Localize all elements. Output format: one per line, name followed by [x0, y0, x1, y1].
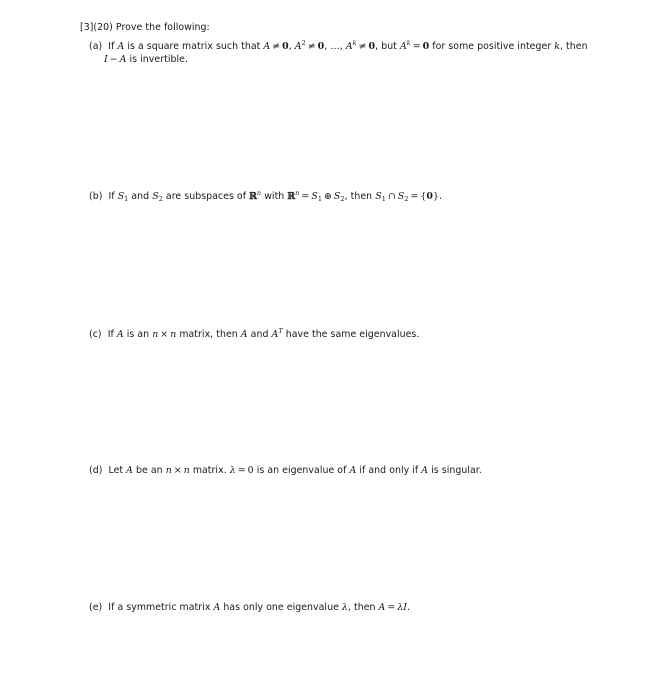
part-a-text: , then [559, 41, 588, 52]
part-b-label: (b) [89, 191, 103, 202]
part-c-text: is an [126, 329, 150, 340]
part-d-line: (d) Let A be an n × n matrix. λ = 0 is an eigenvalue of A if and only if A is singular. [89, 465, 482, 476]
part-b-text: If [108, 191, 115, 202]
part-c-label: (c) [89, 329, 102, 340]
part-a-text: for some positive integer [432, 41, 552, 52]
part-b-text: , then [344, 191, 373, 202]
part-d-text: is singular. [431, 465, 482, 476]
part-b-text: and [131, 191, 150, 202]
part-e-line: (e) If a symmetric matrix A has only one eigenvalue λ, then A = λI. [89, 602, 411, 613]
part-d-text: be an [136, 465, 163, 476]
part-b-line: (b) If $S_1$ and $S_2$ are subspaces of ℝ$^n$ with ℝ$^n$ = $S_1$ ⊕ $S_2$, then $S_1$ ∩ $S_2 = \{0\}$. [89, 189, 442, 203]
part-d-text: matrix. [192, 465, 227, 476]
part-d-text: Let [108, 465, 124, 476]
part-b-text: with [264, 191, 285, 202]
part-e-label: (e) [89, 602, 103, 613]
part-c-text: and [250, 329, 269, 340]
part-d-label: (d) [89, 465, 103, 476]
part-b-text: are subspaces of [165, 191, 247, 202]
part-a-label: (a) [89, 41, 103, 52]
part-d-text: if and only if [359, 465, 419, 476]
part-c-text: If [107, 329, 114, 340]
part-a-text: but [381, 41, 397, 52]
part-a-line-2: I − A is invertible. [104, 54, 189, 65]
part-c-line: (c) If A is an n × n matrix, then A and $A^T$ have the same eigenvalues. [89, 327, 420, 340]
part-a-text: is invertible. [129, 54, 189, 65]
part-c-text: have the same eigenvalues. [285, 329, 420, 340]
part-c-text: matrix, then [179, 329, 238, 340]
problem-header [80, 22, 210, 34]
part-a-text: is a square matrix such that [127, 41, 261, 52]
part-a-line-1: (a) If A is a square matrix such that A ≠ 0, $A^2 \ne 0$, …, $A^k \ne 0$, but $A^k = 0$ for some positive integer k, then [89, 39, 588, 52]
problem-header-text: [3](20) Prove the following: [80, 22, 210, 33]
part-e-text: If a symmetric matrix [108, 602, 211, 613]
part-a-text: If [108, 41, 115, 52]
part-d-text: is an eigenvalue of [256, 465, 347, 476]
part-e-text: , then [347, 602, 376, 613]
part-e-text: has only one eigenvalue [223, 602, 339, 613]
